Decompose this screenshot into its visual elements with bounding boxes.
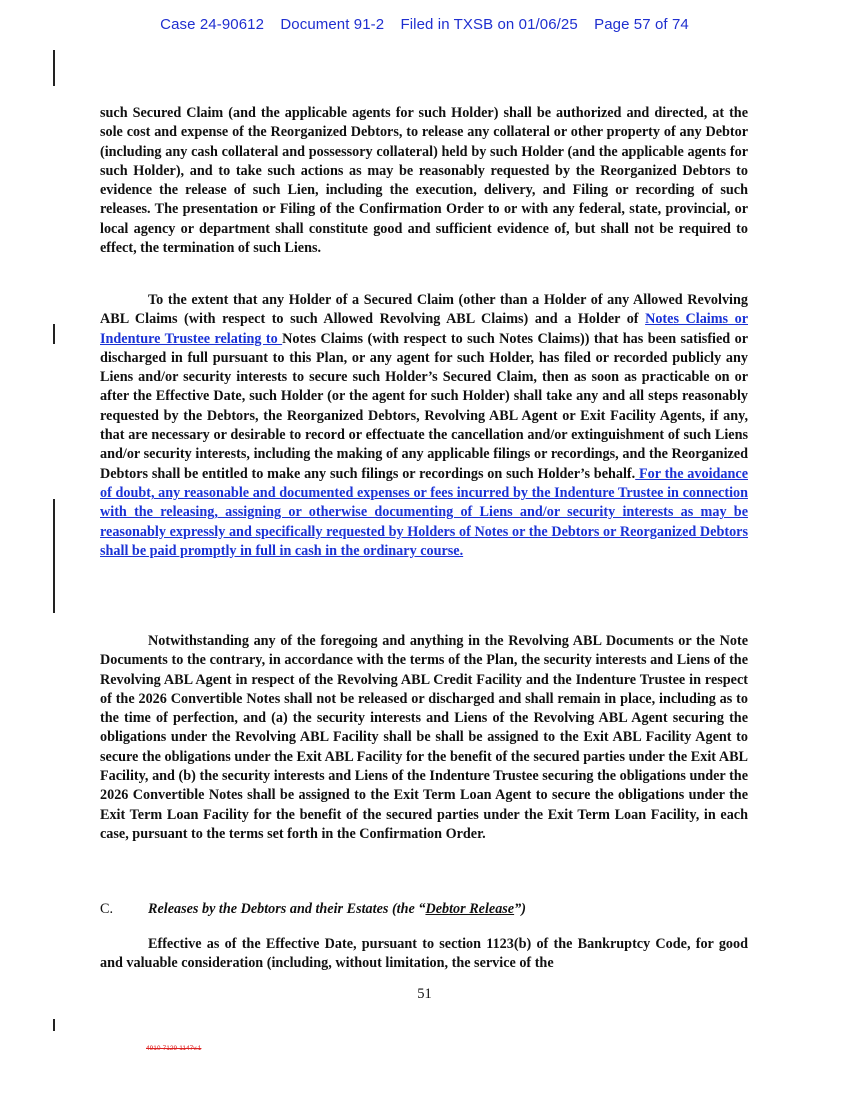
text-run: Notes Claims (with respect to such Notes Claims)) that has been satisfied or discharged in full pursuant to this Plan, or any agent for such Holder, has filed or recorded publicly any Liens and/or security interests to secure such Holder’s Secured Claim, then as soon as practicable on or after the Effective Date, such Holder (or the agent for such Holder) shall take any and all steps reasonably requested by the Debtors, the Reorganized Debtors, Revolving ABL Agent or Exit Facility Agents, if any, that are necessary or desirable to record or effectuate the cancellation and/or extinguishment of such Liens and/or security interests, including the making of any applicable filings or recordings, and the Reorganized Debtors shall be entitled to make any such filings or recordings on such Holder’s behalf. xyxy=(100,330,748,482)
document-number: Document 91-2 xyxy=(280,16,385,33)
change-bar xyxy=(53,50,55,86)
title-text: Releases by the Debtors and their Estates (the “ xyxy=(148,901,426,917)
document-id: 4910-7129-1147v.1 xyxy=(146,1045,202,1052)
page-number: 51 xyxy=(417,986,432,1002)
paragraph-text xyxy=(100,291,748,561)
paragraph-text: such Secured Claim (and the applicable agents for such Holder) shall be authorized and directed, at the sole cost and expense of the Reorganized Debtors, to release any collateral or other property of any Debtor (including any cash collateral and possessory collateral) held by such Holder (and the applicable agents for such Holder), and to take such actions as may be reasonably requested by the Reorganized Debtors to evidence the release of such Lien, including the execution, delivery, and Filing or recording of such releases. The presentation or Filing of the Confirmation Order to or with any federal, state, provincial, or local agency or department shall constitute good and sufficient evidence of, but shall not be required to effect, the termination of such Liens. xyxy=(100,105,748,257)
case-number: Case 24-90612 xyxy=(160,16,265,33)
case-header xyxy=(0,16,849,33)
text-run: To the extent that any Holder of a Secured Claim (other than a Holder of any Allowed Revolving ABL Claims (with respect to such Allowed Revolving ABL Claims) and a Holder of xyxy=(100,292,748,328)
section-title xyxy=(148,901,526,917)
inserted-text: For the avoidance of doubt, any reasonable and documented expenses or fees incurred by the Indenture Trustee in connection with the releasing, assigning or otherwise documenting of Liens and/or security interests as may be reasonably expressly and specifically requested by Holders of Notes or the Debtors or Reorganized Debtors shall be paid promptly in full in cash in the ordinary course. xyxy=(100,465,748,559)
paragraph-secured-claim-liens xyxy=(100,291,748,561)
section-heading xyxy=(100,901,748,918)
change-bar xyxy=(53,499,55,613)
title-text: ”) xyxy=(514,901,526,917)
paragraph-text: Notwithstanding any of the foregoing and anything in the Revolving ABL Documents or the Note Documents to the contrary, in accordance with the terms of the Plan, the security interests and Liens of the Revolving ABL Agent in respect of the Revolving ABL Credit Facility and the Indenture Trustee in respect of the 2026 Convertible Notes shall not be released or discharged and shall remain in place, including as to the time of perfection, and (a) the security interests and Liens of the Revolving ABL Agent securing the obligations under the Revolving ABL Facility shall be shall be assigned to the Exit ABL Facility Agent to secure the obligations under the Exit ABL Facility for the benefit of the secured parties under the Exit ABL Facility, and (b) the security interests and Liens of the Indenture Trustee securing the obligations under the 2026 Convertible Notes shall be assigned to the Exit Term Loan Agent to secure the obligations under the Exit Term Loan Facility for the benefit of the secured parties under the Exit Term Loan Facility, in each case, pursuant to the terms set forth in the Confirmation Order. xyxy=(100,633,748,842)
paragraph-notwithstanding xyxy=(100,632,748,844)
filed-info: Filed in TXSB on 01/06/25 xyxy=(400,16,578,33)
inserted-text: Notes Claims or Indenture Trustee relating to xyxy=(100,311,748,347)
paragraph-text: Effective as of the Effective Date, pursuant to section 1123(b) of the Bankruptcy Code, for good and valuable consideration (including, without limitation, the service of the xyxy=(100,936,748,972)
defined-term: Debtor Release xyxy=(425,901,515,917)
paragraph-release-collateral xyxy=(100,104,748,258)
section-letter: C. xyxy=(100,901,114,917)
change-bar xyxy=(53,324,55,344)
paragraph-effective-date xyxy=(100,935,748,974)
page-info: Page 57 of 74 xyxy=(594,16,689,33)
change-bar xyxy=(53,1019,55,1031)
